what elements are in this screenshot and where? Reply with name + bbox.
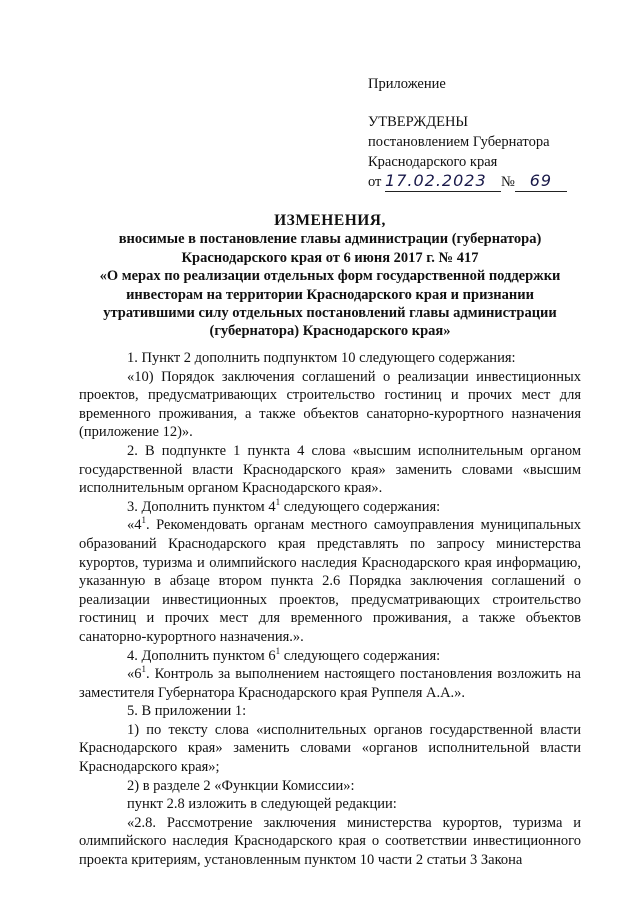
approved-by-line: постановлением Губернатора [368,134,550,150]
text-run: «6 [127,666,142,683]
title-line: Краснодарского края от 6 июня 2017 г. № 417 [181,249,479,266]
text-run: следующего содержания: [280,498,441,515]
approved-region-line: Краснодарского края [368,154,498,170]
text-run: следующего содержания: [280,647,441,664]
paragraph: 1) по тексту слова «исполнительных органов государственной власти Краснодарского края» заменить словами «органов исполнительной власти Краснодарского края»; [79,721,581,776]
paragraph: «2.8. Рассмотрение заключения министерства курортов, туризма и олимпийского наследия Краснодарского края о соответствии инвестиционного проекта критериям, установленным пунктом 10 части 2 статьи 3 Закона [79,814,581,869]
paragraph [79,665,581,702]
approved-heading: УТВЕРЖДЕНЫ [368,114,469,130]
date-prefix: от [368,174,382,190]
title-line: «О мерах по реализации отдельных форм государственной поддержки [99,268,561,285]
number-prefix: № [501,174,515,190]
text-run: . Контроль за выполнением настоящего постановления возложить на заместителя Губернатора Краснодарского края Руппеля А.А.». [79,666,581,701]
document-body [79,349,581,870]
text-run: «4 [127,517,142,534]
superscript: 1 [275,496,281,507]
handwritten-date: 17.02.2023 [385,171,487,190]
superscript: 1 [275,645,281,656]
text-run: 3. Дополнить пунктом 4 [127,498,276,515]
paragraph: «10) Порядок заключения соглашений о реализации инвестиционных проектов, предусматривающих строительство гостиниц и прочих мест для временного проживания, а также объектов санаторно-курортного назначения (приложение 12)». [79,368,581,441]
approval-block [368,74,446,94]
approval-stamp [368,112,567,192]
document-title [80,212,580,341]
title-line: вносимые в постановление главы администрации (губернатора) [118,231,542,248]
paragraph: пункт 2.8 изложить в следующей редакции: [127,796,397,813]
paragraph [79,516,581,646]
title-line: утратившими силу отдельных постановлений главы администрации [103,305,557,322]
title-main: ИЗМЕНЕНИЯ, [274,212,386,229]
paragraph: 5. В приложении 1: [127,703,247,720]
text-run: . Рекомендовать органам местного самоуправления муниципальных образований Краснодарского края представлять по запросу министерства курортов, туризма и олимпийского наследия Краснодарского края информацию, указанную в абзаце втором пункта 2.6 Порядка заключения соглашений о реализации инвестиционных проектов, предусматривающих строительство гостиниц и прочих мест для временного проживания, а также объектов санаторно-курортного назначения.». [79,517,581,645]
appendix-label: Приложение [368,76,446,92]
paragraph [79,647,581,666]
superscript: 1 [141,515,146,526]
paragraph: 2. В подпункте 1 пункта 4 слова «высшим исполнительным органом государственной власти Краснодарского края» заменить словами «высшим исполнительным органом Краснодарского края». [79,442,581,497]
handwritten-number: 69 [529,171,553,190]
paragraph: 2) в разделе 2 «Функции Комиссии»: [127,777,355,794]
title-line: (губернатора) Краснодарского края» [209,323,451,340]
approval-date-line [368,172,567,192]
superscript: 1 [141,664,146,675]
text-run: 4. Дополнить пунктом 6 [127,647,276,664]
title-line: инвесторам на территории Краснодарского края и признании [126,286,534,303]
paragraph [79,498,581,517]
paragraph: 1. Пункт 2 дополнить подпунктом 10 следующего содержания: [127,350,516,366]
